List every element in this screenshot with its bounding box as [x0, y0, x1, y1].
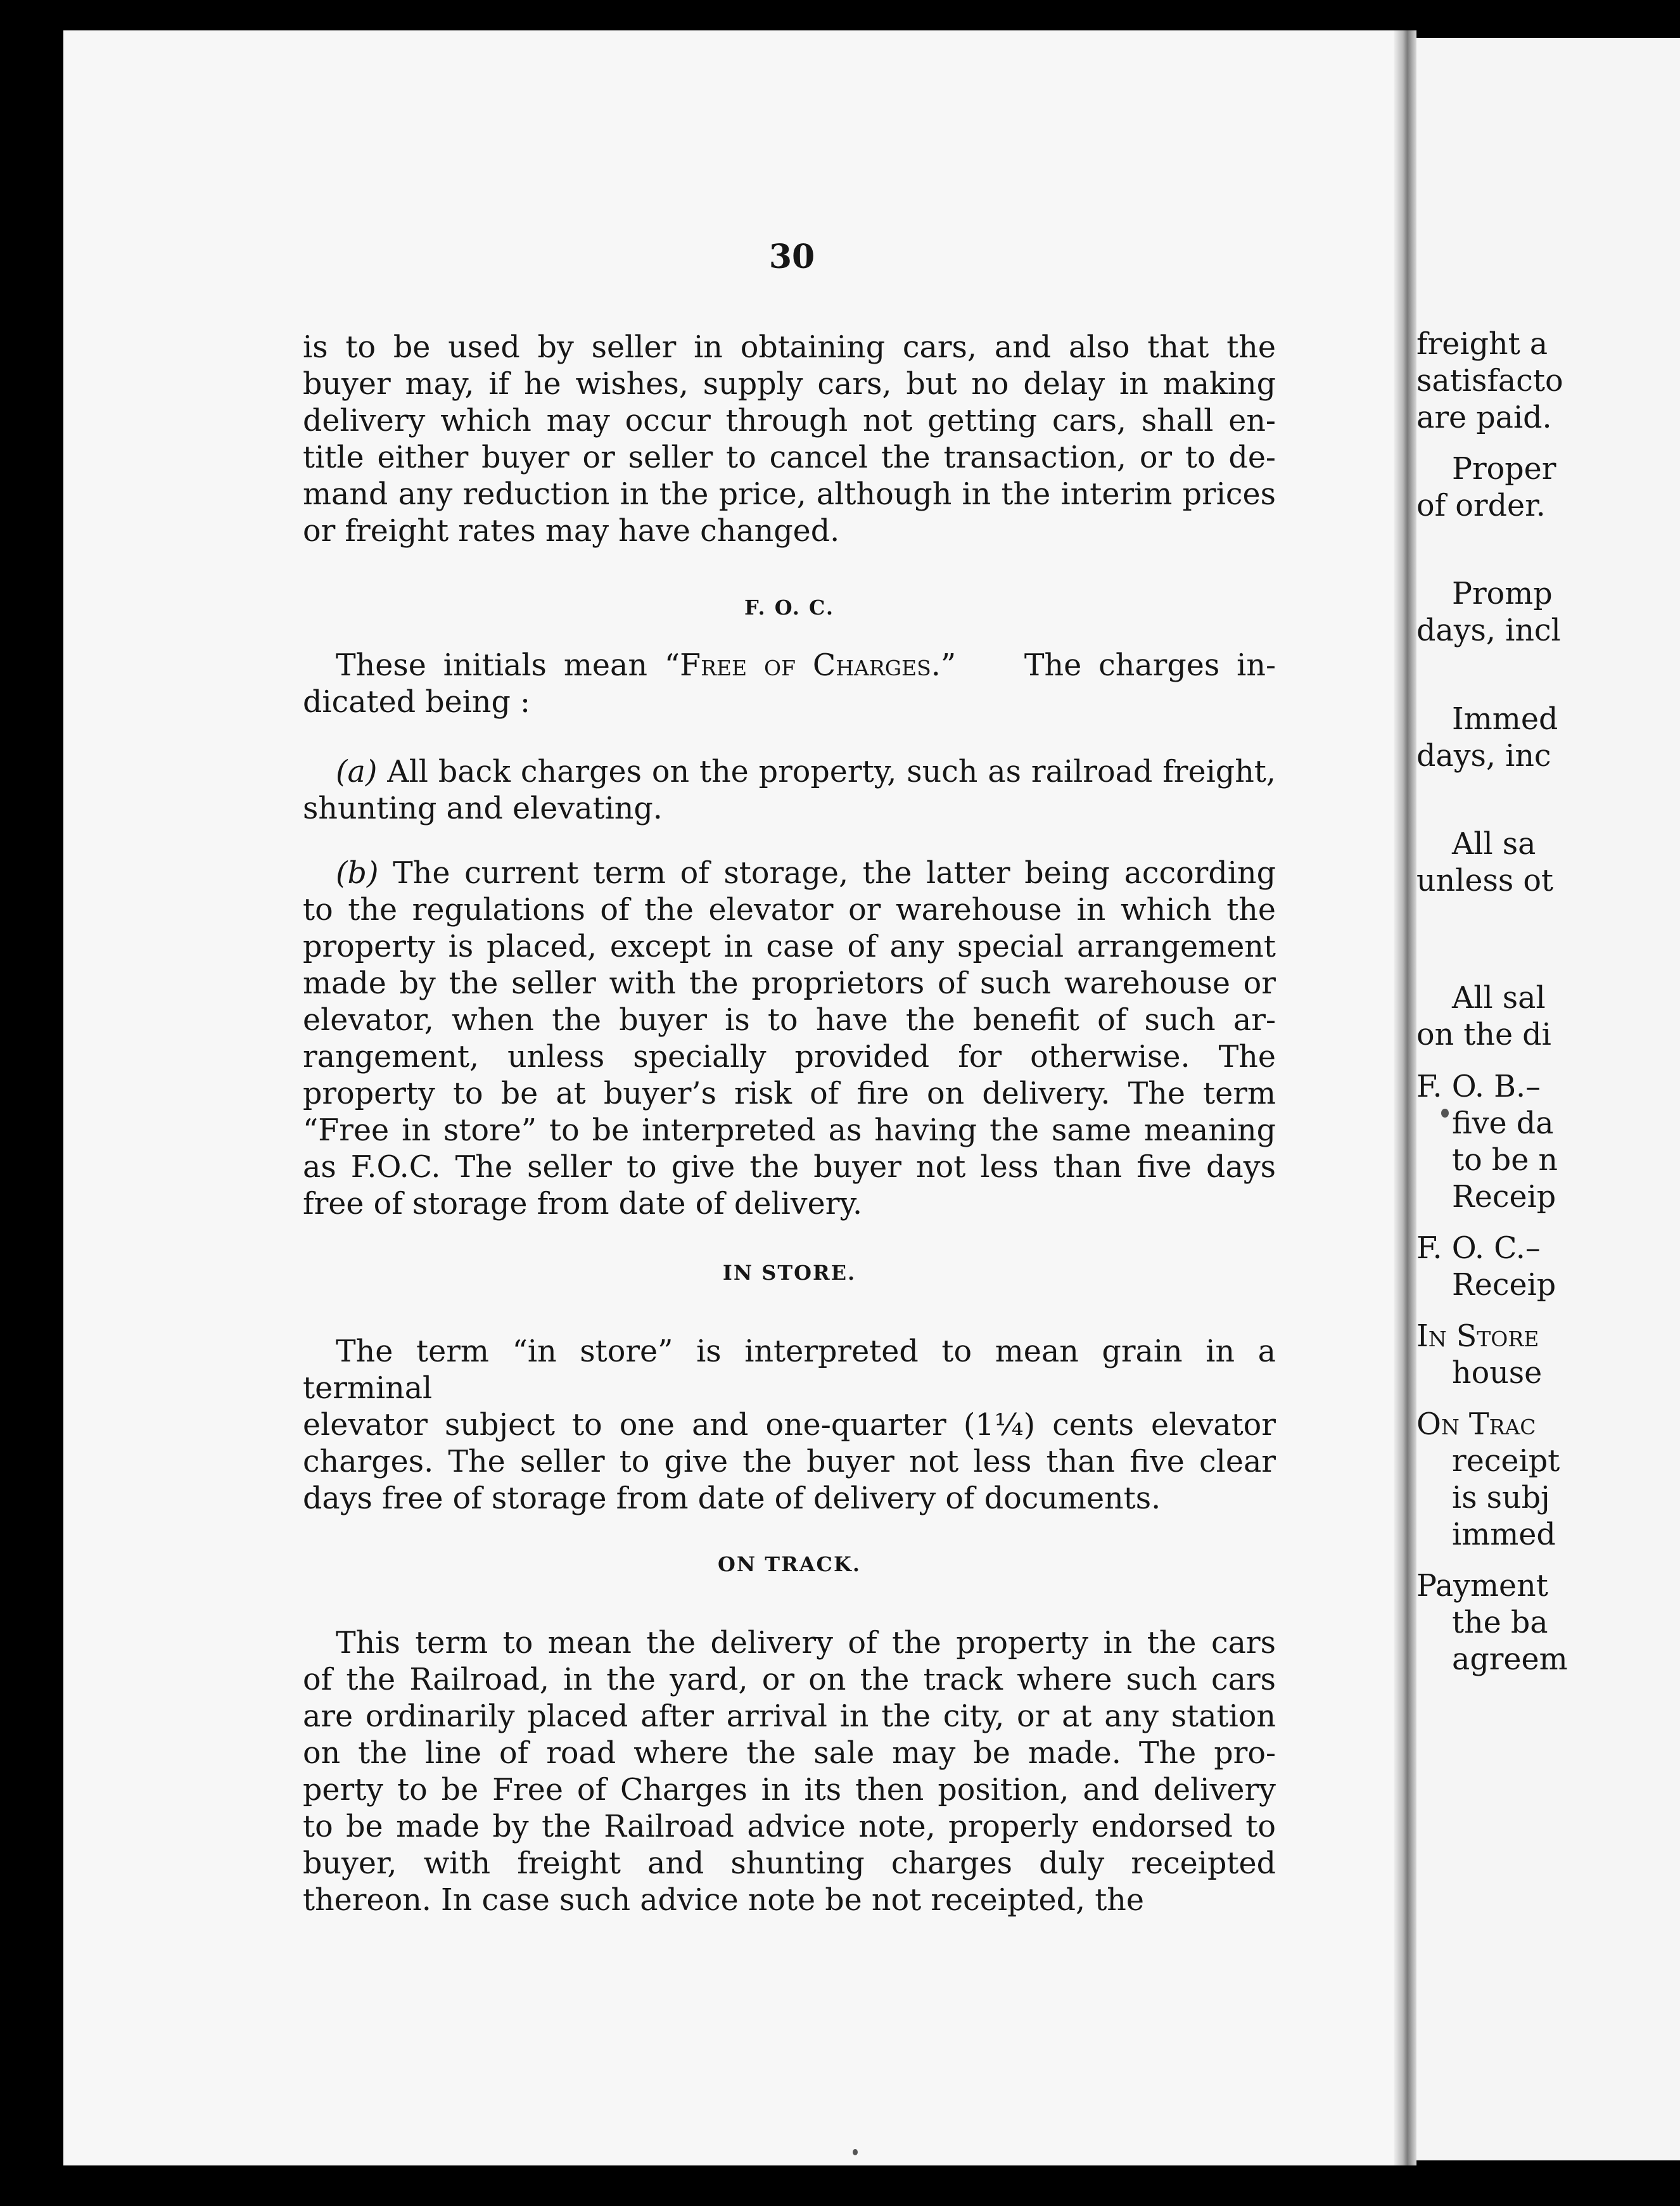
right-page-text-fragment: agreem: [1452, 1642, 1568, 1678]
right-page-text-fragment: Receip: [1452, 1267, 1556, 1303]
right-page-text-fragment: freight a: [1416, 327, 1548, 362]
text-line: rangement, unless specially provided for otherwise. The: [303, 1040, 1276, 1074]
text-line: buyer, with freight and shunting charges duly receipted: [303, 1846, 1276, 1881]
right-page-text-fragment: In Store: [1416, 1319, 1539, 1354]
right-page-text-fragment: of order.: [1416, 488, 1546, 524]
section-heading-text: IN STORE.: [722, 1261, 856, 1285]
right-page-text-fragment: F. O. B.–: [1416, 1069, 1541, 1104]
item-label: (b): [336, 856, 379, 891]
text-line: (b) The current term of storage, the latter being according: [336, 856, 1276, 891]
right-page-text-fragment: Promp: [1452, 577, 1553, 612]
text-line: delivery which may occur through not getting cars, shall en-: [303, 404, 1276, 438]
text-line: thereon. In case such advice note be not receipted, the: [303, 1883, 1144, 1918]
right-page-text-fragment: to be n: [1452, 1142, 1558, 1178]
text-line: shunting and elevating.: [303, 791, 663, 826]
right-page-text-fragment: Payment: [1416, 1569, 1548, 1604]
text-line: title either buyer or seller to cancel the transaction, or to de-: [303, 440, 1276, 475]
right-page-text-fragment: days, incl: [1416, 613, 1561, 649]
right-page-text-fragment: Immed: [1452, 701, 1558, 737]
list-item: [303, 754, 1276, 827]
text-line: as F.O.C. The seller to give the buyer not less than five days: [303, 1150, 1276, 1185]
right-page-text-fragment: Proper: [1452, 452, 1556, 487]
text-line: to the regulations of the elevator or warehouse in which the: [303, 893, 1276, 928]
text-line: (a) All back charges on the property, such as railroad freight,: [336, 755, 1276, 789]
section-heading-text: ON TRACK.: [718, 1552, 861, 1576]
right-page-text-fragment: F. O. C.–: [1416, 1230, 1541, 1266]
text-line: is to be used by seller in obtaining cars, and also that the: [303, 330, 1276, 365]
text-line: mand any reduction in the price, although in the interim prices: [303, 477, 1276, 512]
text-line: This term to mean the delivery of the property in the cars: [336, 1626, 1276, 1661]
text-line: dicated being :: [303, 685, 531, 720]
text-line: elevator subject to one and one-quarter (1¼) cents elevator: [303, 1408, 1276, 1443]
right-page-text-fragment: On Trac: [1416, 1407, 1536, 1443]
text-line: days free of storage from date of delivery of documents.: [303, 1481, 1161, 1516]
text-line: of the Railroad, in the yard, or on the track where such cars: [303, 1662, 1276, 1697]
list-item: [303, 855, 1276, 1223]
section-heading: [303, 1552, 1276, 1576]
text-line: free of storage from date of delivery.: [303, 1187, 863, 1221]
right-page-text-fragment: unless ot: [1416, 863, 1554, 898]
text-line: The term “in store” is interpreted to mean grain in a terminal: [303, 1334, 1276, 1406]
text-line: on the line of road where the sale may be made. The pro-: [303, 1736, 1276, 1771]
text-line: to be made by the Railroad advice note, properly endorsed to: [303, 1809, 1276, 1844]
ink-speck: [1441, 1109, 1449, 1118]
text-line: These initials mean “Free of Charges.” The charges in-: [336, 648, 1276, 683]
paragraph: [303, 329, 1276, 550]
section-heading-text: F. O. C.: [744, 596, 835, 620]
page-number: 30: [768, 238, 815, 276]
text-line: property to be at buyer’s risk of fire on delivery. The term: [303, 1076, 1276, 1111]
right-page-text-fragment: All sa: [1452, 826, 1536, 862]
small-caps-term: Free of Charges: [680, 648, 931, 683]
right-page-text-fragment: house: [1452, 1356, 1543, 1391]
text-line: “Free in store” to be interpreted as having the same meaning: [303, 1113, 1276, 1148]
section-heading: [303, 596, 1276, 620]
page-gutter: [1394, 30, 1416, 2165]
right-page-text-fragment: five da: [1452, 1106, 1554, 1141]
right-page-text-fragment: Receip: [1452, 1179, 1556, 1215]
paragraph: [303, 1625, 1276, 1919]
right-page-text-fragment: receipt: [1452, 1444, 1560, 1479]
right-page-text-fragment: on the di: [1416, 1017, 1551, 1053]
right-page-text-fragment: All sal: [1452, 981, 1546, 1016]
text-line: made by the seller with the proprietors of such warehouse or: [303, 966, 1276, 1001]
text-line: property is placed, except in case of any special arrangement: [303, 929, 1276, 964]
right-page-text-fragment: the ba: [1452, 1605, 1548, 1641]
text-line: buyer may, if he wishes, supply cars, but no delay in making: [303, 367, 1276, 402]
paragraph: [303, 1334, 1276, 1517]
ink-speck: [853, 2149, 858, 2155]
text-line: perty to be Free of Charges in its then position, and delivery: [303, 1773, 1276, 1808]
right-page-text-fragment: days, inc: [1416, 738, 1551, 774]
paragraph: [303, 647, 1276, 721]
item-label: (a): [336, 755, 378, 789]
text-line: elevator, when the buyer is to have the benefit of such ar-: [303, 1003, 1276, 1038]
text-line: charges. The seller to give the buyer not less than five clear: [303, 1444, 1276, 1479]
right-page-text-fragment: immed: [1452, 1517, 1556, 1553]
right-page-text-fragment: is subj: [1452, 1481, 1550, 1516]
text-line: are ordinarily placed after arrival in the city, or at any station: [303, 1699, 1276, 1734]
right-page-text-fragment: are paid.: [1416, 400, 1552, 435]
text-line: or freight rates may have changed.: [303, 514, 840, 549]
right-page: [1416, 38, 1680, 2160]
section-heading: [303, 1261, 1276, 1285]
right-page-text-fragment: satisfacto: [1416, 364, 1563, 398]
